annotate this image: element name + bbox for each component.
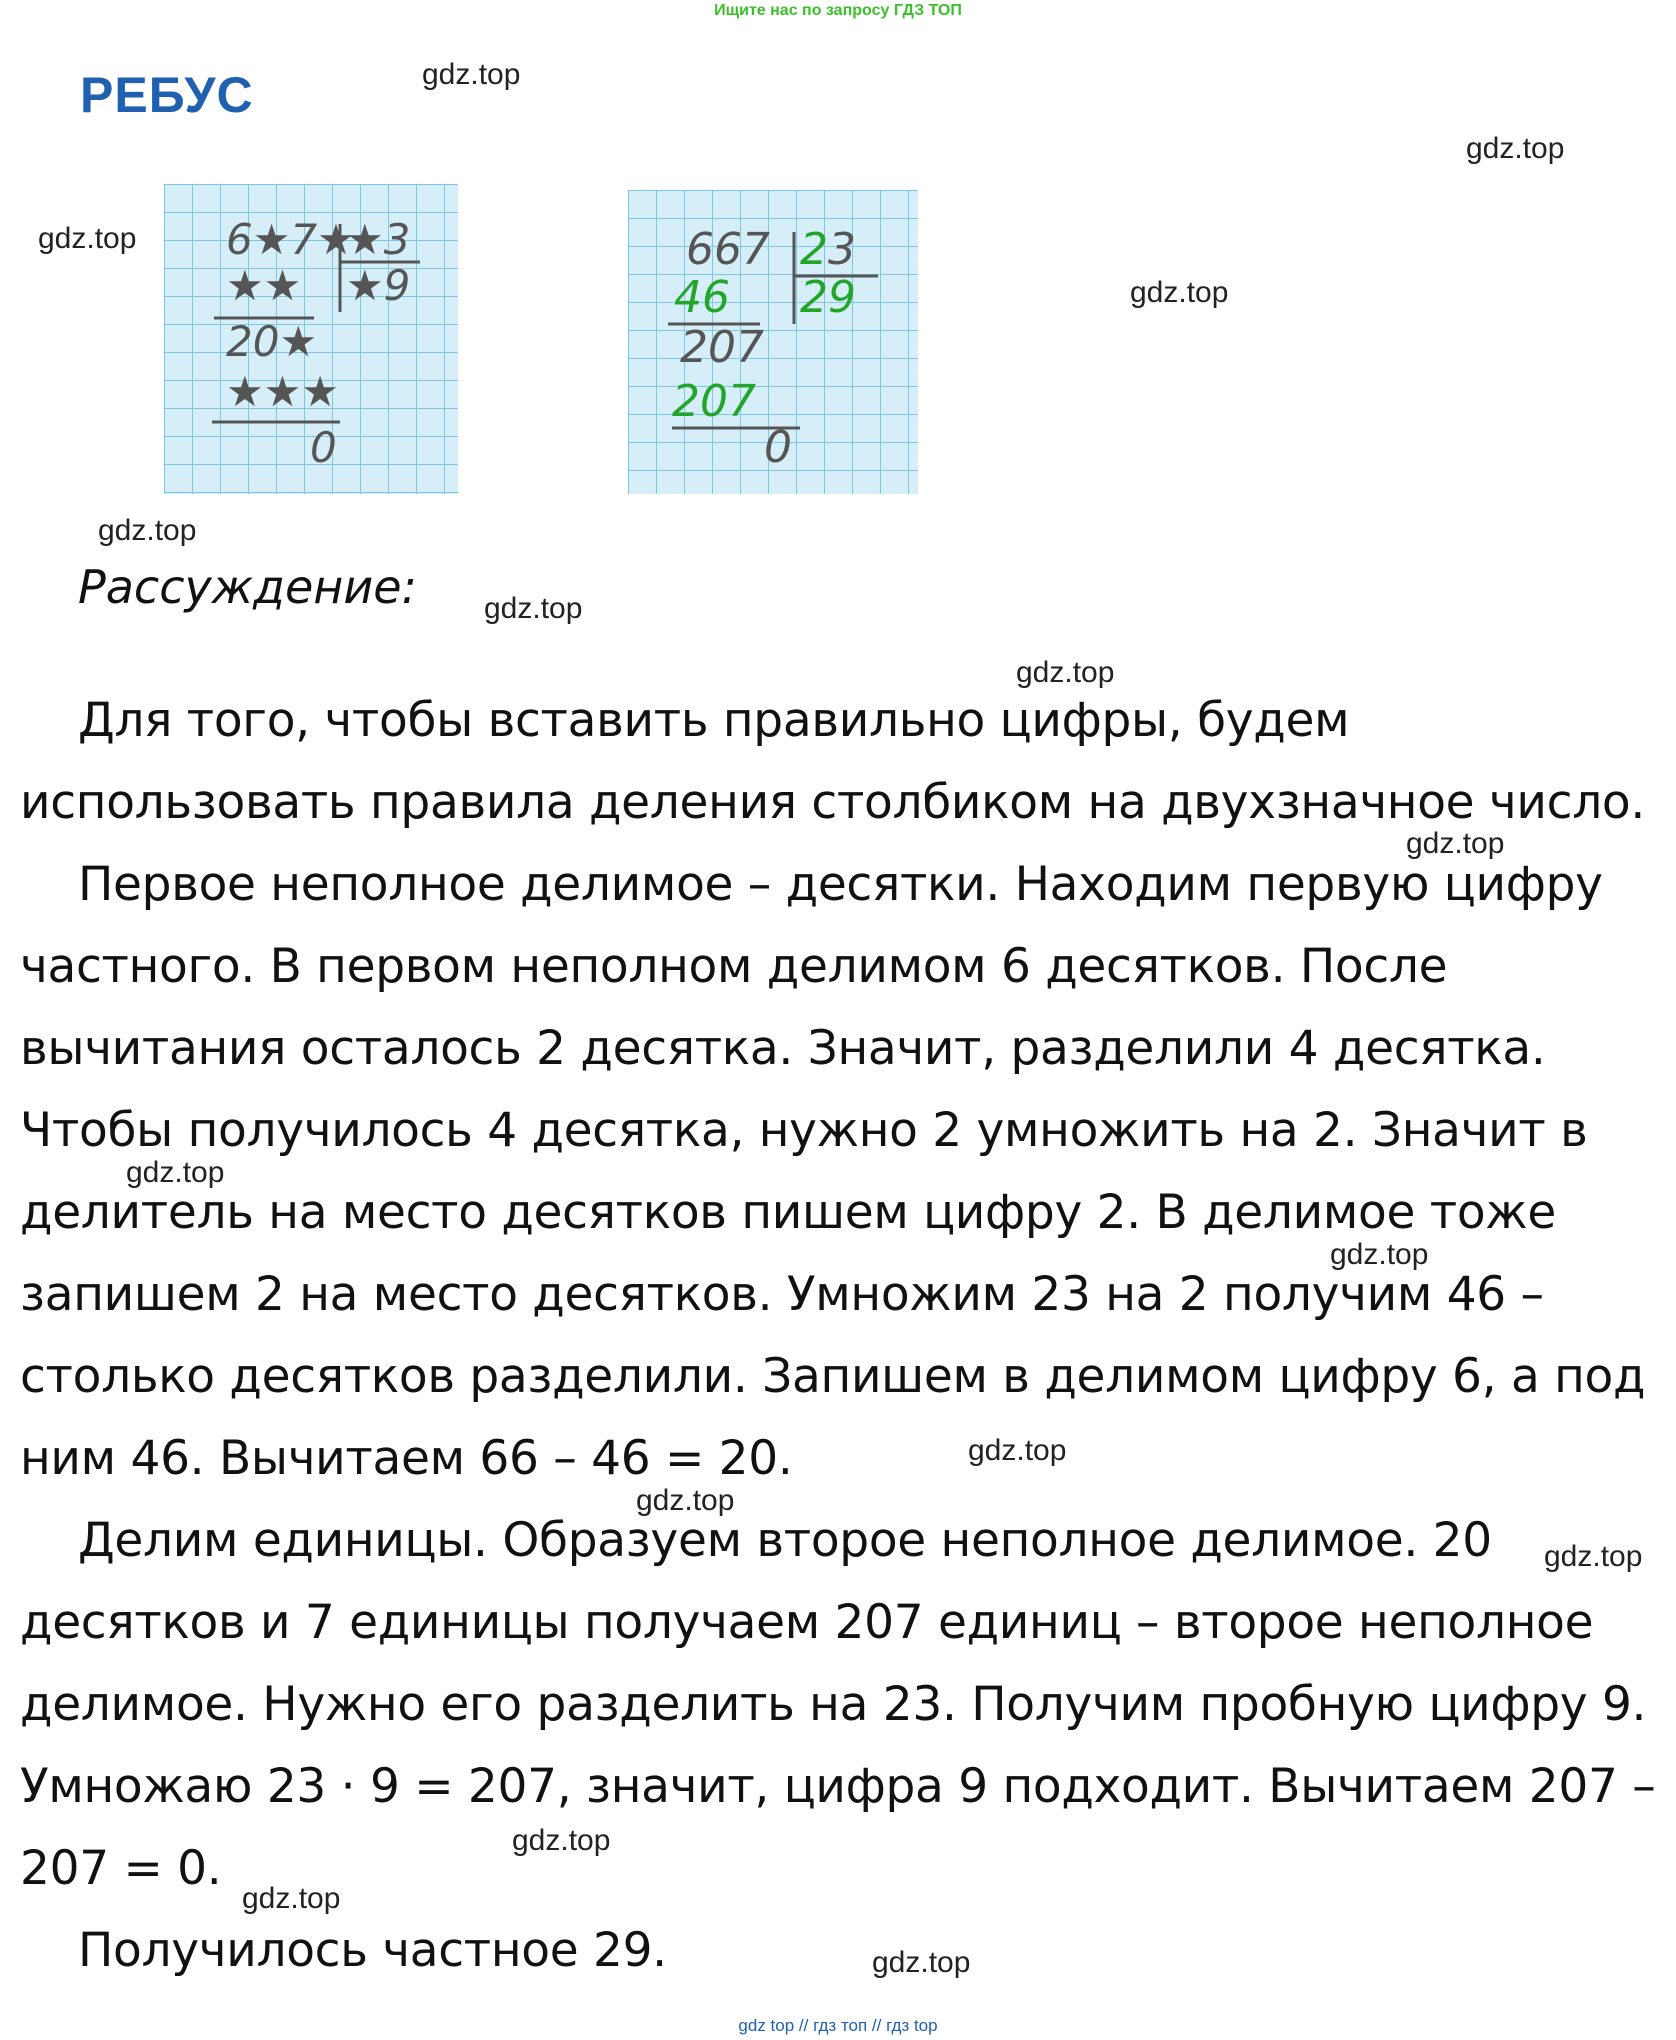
watermark: gdz.top <box>968 1434 1067 1467</box>
watermark: gdz.top <box>422 58 521 91</box>
watermark: gdz.top <box>1544 1540 1643 1573</box>
reasoning-heading: Рассуждение: <box>78 560 418 614</box>
footer-links: gdz top // гдз топ // гдз top <box>738 2016 938 2035</box>
watermark: gdz.top <box>1466 132 1565 165</box>
puzzle-partial-dividend-2: 20★ <box>226 317 318 366</box>
solution-quotient: 29 <box>800 272 856 323</box>
solution-image <box>628 190 918 494</box>
paragraph-1: Для того, чтобы вставить правильно цифры, будем использовать правила деления столбиком на двухзначное число. <box>20 693 1646 830</box>
solution-subtrahend-2: 207 <box>672 376 756 427</box>
puzzle-subtrahend-1: ★★ <box>226 261 302 310</box>
solution-divisor <box>800 224 856 275</box>
watermark: gdz.top <box>512 1824 611 1857</box>
solution-grid <box>628 190 918 494</box>
solution-divisor-known: 3 <box>828 224 856 275</box>
puzzle-image <box>164 184 458 494</box>
watermark: gdz.top <box>38 222 137 255</box>
watermark: gdz.top <box>484 592 583 625</box>
puzzle-quotient: ★9 <box>346 261 411 310</box>
solution-partial-dividend-2: 207 <box>680 322 764 373</box>
solution-divisor-filled: 2 <box>800 224 828 275</box>
watermark: gdz.top <box>1130 276 1229 309</box>
search-banner: Ищите нас по запросу ГДЗ ТОП <box>714 2 962 19</box>
watermark: gdz.top <box>1330 1238 1429 1271</box>
watermark: gdz.top <box>1406 827 1505 860</box>
solution-remainder: 0 <box>764 422 792 473</box>
page-title: РЕБУС <box>80 67 254 123</box>
puzzle-dividend: 6★7★ <box>226 215 355 264</box>
watermark: gdz.top <box>242 1882 341 1915</box>
watermark: gdz.top <box>872 1946 971 1979</box>
paragraph-3: Делим единицы. Образуем второе неполное делимое. 20 десятков и 7 единицы получаем 207 единиц – второе неполное делимое. Нужно его разделить на 23. Получим пробную цифру 9. Умножаю 23 · 9 = 207, значит, цифра 9 подходит. Вычитаем 207 – 207 = 0. <box>20 1513 1656 1896</box>
watermark: gdz.top <box>1016 656 1115 689</box>
solution-subtrahend-1: 46 <box>674 272 730 323</box>
watermark: gdz.top <box>126 1156 225 1189</box>
paragraph-2: Первое неполное делимое – десятки. Находим первую цифру частного. В первом неполном делимом 6 десятков. После вычитания осталось 2 десятка. Значит, разделили 4 десятка. Чтобы получилось 4 десятка, нужно 2 умножить на 2. Значит в делитель на место десятков пишем цифру 2. В делимое тоже запишем 2 на место десятков. Умножим 23 на 2 получим 46 – столько десятков разделили. Запишем в делимом цифру 6, а под ним 46. Вычитаем 66 – 46 = 20. <box>20 857 1646 1486</box>
puzzle-grid <box>164 184 458 494</box>
solution-dividend: 667 <box>686 224 770 275</box>
watermark: gdz.top <box>98 514 197 547</box>
puzzle-divisor: ★3 <box>346 215 411 264</box>
puzzle-subtrahend-2: ★★★ <box>226 367 339 416</box>
paragraph-4: Получилось частное 29. <box>78 1923 667 1978</box>
puzzle-remainder: 0 <box>310 423 337 472</box>
watermark: gdz.top <box>636 1484 735 1517</box>
